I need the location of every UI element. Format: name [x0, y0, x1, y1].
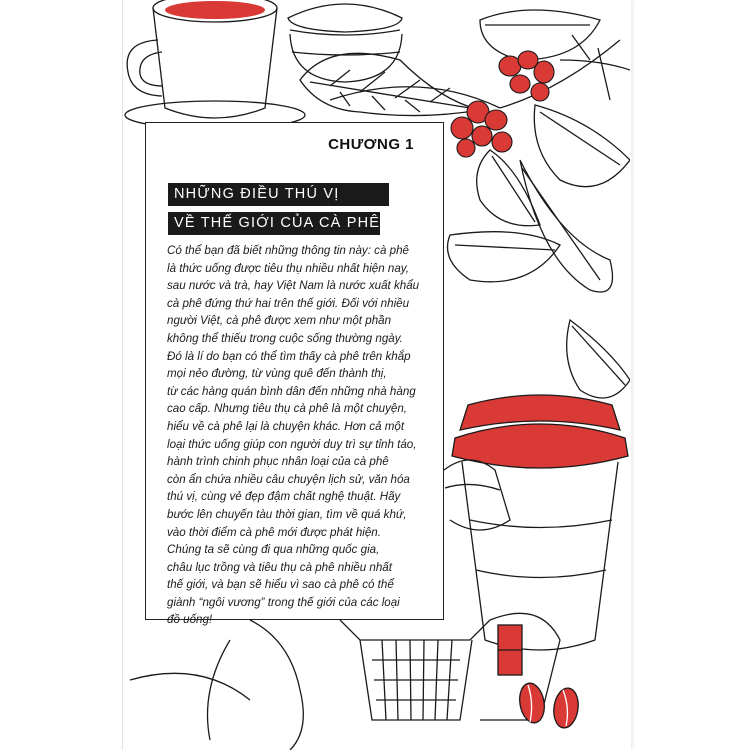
body-line: loại thức uống giúp con người duy trì sự tỉnh táo, [167, 437, 417, 451]
coffee-cup-icon [125, 0, 305, 129]
coffee-cherries-icon [451, 51, 554, 157]
coffee-beans-icon [517, 681, 581, 729]
body-line: vào thời điểm cà phê mới được phát hiện. [167, 525, 381, 539]
body-line: thế giới, và bạn sẽ hiểu vì sao cà phê có thể [167, 578, 394, 592]
body-line: thú vị, cùng vẻ đẹp đậm chất nghệ thuật. Hãy [167, 490, 401, 504]
body-line: từ các hàng quán bình dân đến những nhà hàng [167, 384, 416, 398]
chapter-title-line-2: VỀ THẾ GIỚI CỦA CÀ PHÊ [168, 212, 380, 235]
body-line: Chúng ta sẽ cùng đi qua những quốc gia, [167, 543, 380, 557]
chapter-label: CHƯƠNG 1 [328, 136, 414, 153]
chapter-title-line-1: NHỮNG ĐIỀU THÚ VỊ [168, 183, 389, 206]
body-line: bước lên chuyến tàu thời gian, tìm về quá khứ, [167, 507, 407, 521]
body-line: hiểu về cà phê lại là chuyện khác. Hơn cả một [167, 419, 405, 433]
body-line: đồ uống! [167, 613, 213, 627]
body-line: Đó là lí do bạn có thể tìm thấy cà phê trên khắp [167, 349, 411, 363]
pour-over-icon [444, 460, 510, 530]
body-line: không thể thiếu trong cuộc sống thường ngày. [167, 331, 403, 345]
body-line: còn ẩn chứa nhiều câu chuyện lịch sử, văn hóa [167, 472, 410, 486]
body-line: cao cấp. Nhưng tiêu thụ cà phê là một chuyện, [167, 402, 408, 416]
body-line: sau nước và trà, hay Việt Nam là nước xuất khẩu [167, 279, 420, 293]
body-line: mọi nẻo đường, từ vùng quê đến thành thị, [167, 367, 387, 381]
body-line: châu lục trồng và tiêu thụ cà phê nhiều nhất [167, 560, 392, 574]
takeaway-cup-icon [452, 395, 628, 650]
body-line: giành “ngôi vương” trong thế giới của các loại [167, 595, 400, 609]
body-line: Có thể bạn đã biết những thông tin này: cà phê [167, 244, 409, 257]
carafe-icon [130, 620, 303, 750]
chapter-body [167, 242, 431, 629]
macaron-icon [288, 4, 402, 82]
body-line: cà phê đứng thứ hai trên thế giới. Đối với nhiều [167, 296, 410, 310]
body-line: hành trình chinh phục nhân loại của cà phê [167, 455, 389, 469]
body-line: người Việt, cà phê được xem như một phần [167, 314, 392, 328]
body-line: là thức uống được tiêu thụ nhiều nhất hiện nay, [167, 261, 409, 275]
